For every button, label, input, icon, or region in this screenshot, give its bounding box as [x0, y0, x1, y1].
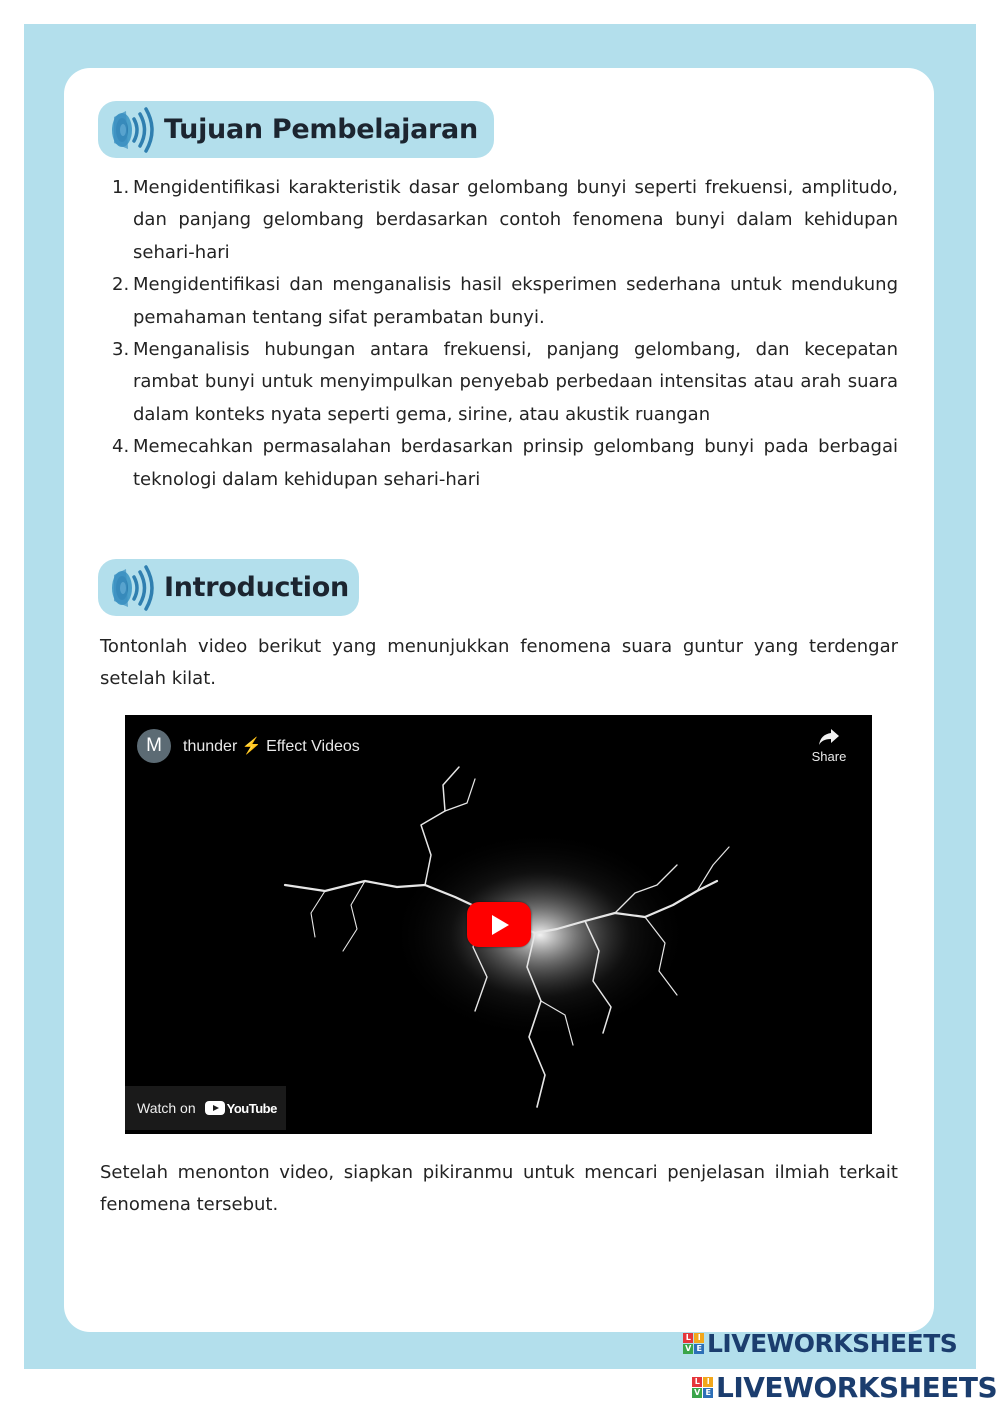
intro-title: Introduction [164, 572, 349, 603]
youtube-logo [205, 1101, 277, 1116]
share-label: Share [811, 749, 847, 764]
objective-number: 3. [112, 339, 130, 361]
closing-paragraph: Setelah menonton video, siapkan pikiranmu untuk mencari penjelasan ilmiah terkait fenomena tersebut. [100, 1162, 898, 1216]
objective-number: 2. [112, 274, 130, 296]
objective-text: Menganalisis hubungan antara frekuensi, panjang gelombang, dan kecepatan rambat bunyi untuk menyimpulkan penyebab perbedaan intensitas atau arah suara dalam konteks nyata seperti gema, sirine, atau akustik ruangan [133, 339, 898, 425]
share-button[interactable] [805, 727, 853, 764]
logo-letter: L [683, 1333, 693, 1343]
liveworksheets-wordmark: LIVEWORKSHEETS [707, 1329, 958, 1358]
channel-avatar[interactable]: M [137, 729, 171, 763]
watch-label: Watch on [137, 1100, 196, 1116]
watch-on-youtube-button[interactable] [125, 1086, 286, 1130]
liveworksheets-icon [683, 1333, 704, 1354]
liveworksheets-logo[interactable] [692, 1371, 997, 1404]
logo-letter: E [703, 1388, 713, 1398]
objective-text: Memecahkan permasalahan berdasarkan prinsip gelombang bunyi pada berbagai teknologi dalam kehidupan sehari-hari [133, 436, 898, 490]
objective-item [112, 172, 898, 269]
logo-letter: V [683, 1344, 693, 1354]
logo-letter: L [692, 1377, 702, 1387]
intro-heading [98, 559, 359, 616]
liveworksheets-wordmark: LIVEWORKSHEETS [716, 1371, 998, 1404]
youtube-label: YouTube [226, 1100, 277, 1116]
objective-number: 4. [112, 436, 130, 458]
youtube-icon [205, 1101, 225, 1115]
logo-letter: V [692, 1388, 702, 1398]
video-header [137, 729, 360, 763]
liveworksheets-icon [692, 1377, 713, 1398]
objective-item [112, 269, 898, 334]
logo-letter: I [694, 1333, 704, 1343]
intro-paragraph: Tontonlah video berikut yang menunjukkan fenomena suara guntur yang terdengar setelah kilat. [100, 636, 898, 690]
video-player[interactable] [125, 715, 872, 1134]
objective-text: Mengidentifikasi dan menganalisis hasil eksperimen sederhana untuk mendukung pemahaman tentang sifat perambatan bunyi. [133, 274, 898, 328]
objectives-list [112, 172, 898, 496]
share-icon [818, 727, 840, 747]
objective-item [112, 334, 898, 431]
logo-letter: I [703, 1377, 713, 1387]
play-button[interactable] [467, 902, 531, 947]
goals-title: Tujuan Pembelajaran [164, 114, 478, 145]
play-icon [492, 915, 509, 935]
objective-item [112, 431, 898, 496]
goals-heading [98, 101, 494, 158]
objective-number: 1. [112, 177, 130, 198]
objective-text: Mengidentifikasi karakteristik dasar gelombang bunyi seperti frekuensi, amplitudo, dan panjang gelombang berdasarkan contoh fenomena bunyi dalam kehidupan sehari-hari [133, 177, 898, 263]
speaker-icon [102, 103, 158, 157]
speaker-icon [102, 561, 158, 615]
logo-letter: E [694, 1344, 704, 1354]
video-title[interactable]: thunder ⚡ Effect Videos [183, 738, 360, 755]
liveworksheets-logo[interactable] [683, 1329, 957, 1358]
